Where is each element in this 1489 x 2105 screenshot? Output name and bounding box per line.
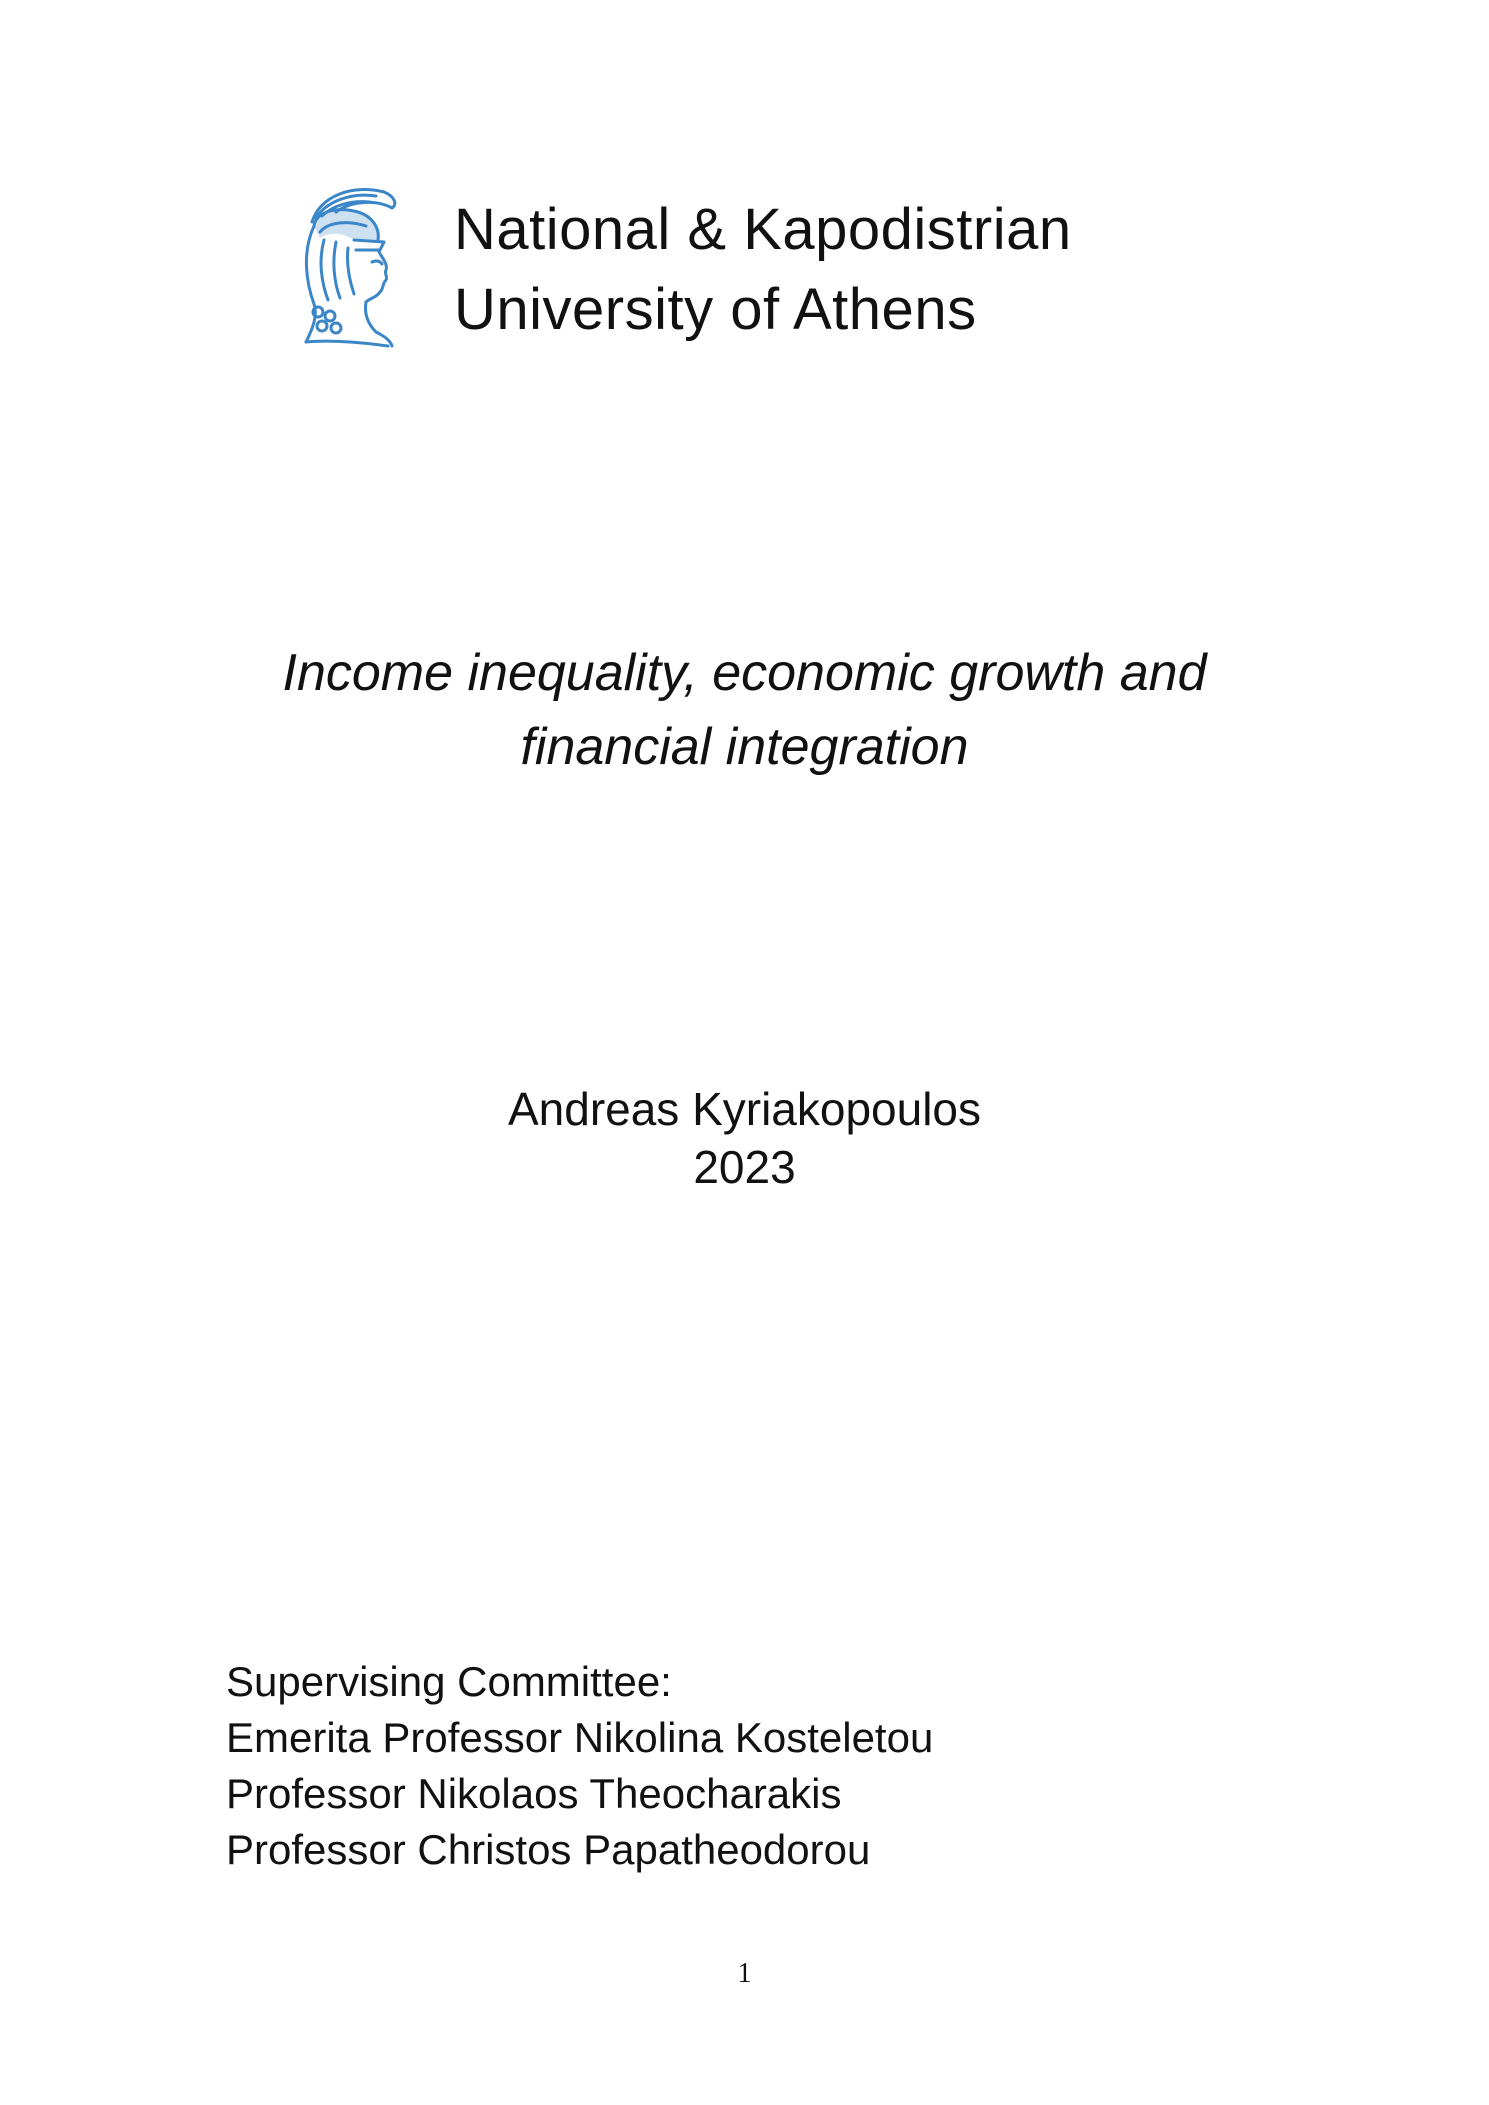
author-name: Andreas Kyriakopoulos xyxy=(507,1083,982,1135)
athena-head-seal-icon xyxy=(292,182,404,350)
committee-member: Professor Christos Papatheodorou xyxy=(226,1826,871,1873)
university-name-line-1: National & Kapodistrian xyxy=(454,197,1072,262)
supervising-committee xyxy=(226,1654,933,1878)
committee-heading: Supervising Committee: xyxy=(226,1658,672,1705)
publication-year: 2023 xyxy=(693,1141,796,1193)
thesis-title xyxy=(0,636,1489,784)
page-number: 1 xyxy=(737,1958,752,1989)
university-seal-logo xyxy=(292,182,404,350)
university-name xyxy=(454,190,1072,350)
author-block xyxy=(0,1080,1489,1196)
thesis-title-line-2: financial integration xyxy=(520,718,969,776)
committee-member: Professor Nikolaos Theocharakis xyxy=(226,1770,842,1817)
university-name-line-2: University of Athens xyxy=(454,277,977,342)
thesis-title-line-1: Income inequality, economic growth and xyxy=(282,644,1207,702)
committee-member: Emerita Professor Nikolina Kosteletou xyxy=(226,1714,934,1761)
